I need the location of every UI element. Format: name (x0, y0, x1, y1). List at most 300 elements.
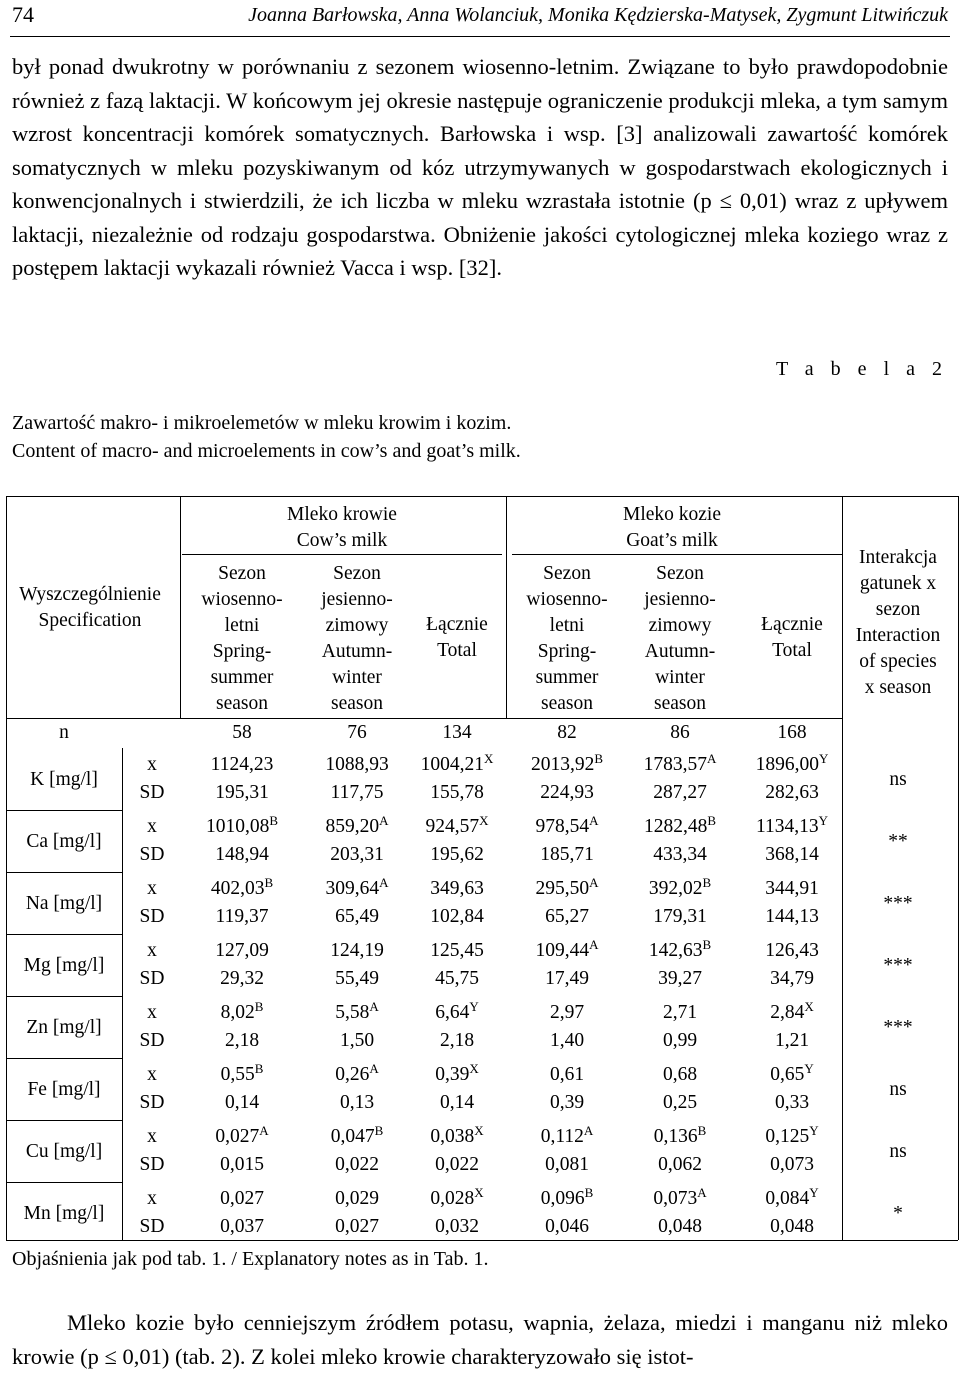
stat-label-x-value: x (147, 1188, 157, 1209)
significance-letter: A (589, 813, 599, 828)
mean-cell (737, 938, 847, 964)
sd-cell-value: 203,31 (330, 844, 384, 865)
mean-cell-value: 349,63 (430, 878, 484, 899)
sd-cell (302, 1028, 412, 1054)
col-total-goat-line: Total (772, 640, 812, 661)
spec-header-line: Wyszczególnienie (19, 584, 161, 605)
mean-cell (402, 876, 512, 902)
cow-group-header-line: Cow’s milk (296, 530, 388, 551)
sd-cell-value: 155,78 (430, 782, 484, 803)
table-caption-en: Content of macro- and microelements in cow’s and goat’s milk. (12, 440, 521, 462)
mean-cell (402, 1000, 512, 1026)
mean-cell-value: 295,50 (535, 878, 590, 899)
mean-cell (625, 1062, 735, 1088)
row-name (6, 1139, 122, 1165)
significance-letter: X (483, 751, 494, 766)
paragraph-bottom: Mleko kozie było cenniejszym źródłem potasu, wapnia, żelaza, miedzi i manganu niż mleko krowie (p ≤ 0,01) (tab. 2). Z kolei mleko krowie charakteryzowało się istot- (12, 1310, 948, 1369)
mean-cell (187, 876, 297, 902)
col-autumn-goat-line: jesienno- (644, 589, 716, 610)
row-rule (6, 810, 122, 811)
sd-cell (187, 1214, 297, 1240)
col-autumn-cow-line: winter (332, 667, 382, 688)
goat-group-header-line: Goat’s milk (626, 530, 718, 551)
stat-label-x (132, 1062, 172, 1088)
stat-label-sd-value: SD (139, 782, 165, 803)
mean-cell (625, 1186, 735, 1212)
mean-cell-value: 0,112 (540, 1126, 584, 1147)
sd-cell-value: 0,14 (224, 1092, 260, 1113)
mean-cell (737, 1186, 847, 1212)
spec-column-rule (180, 496, 181, 718)
sd-cell-value: 0,13 (339, 1092, 375, 1113)
sd-cell (512, 1214, 622, 1240)
mean-cell (187, 814, 297, 840)
mean-cell-value: 2,84 (770, 1002, 805, 1023)
n-value (512, 720, 622, 746)
stat-label-sd-value: SD (139, 1216, 165, 1237)
name-column-rule (122, 748, 123, 1240)
sd-cell (302, 842, 412, 868)
col-autumn-goat-line: winter (655, 667, 705, 688)
sd-cell (302, 780, 412, 806)
mean-cell (302, 1124, 412, 1150)
col-autumn-goat (625, 561, 735, 717)
sd-cell-value: 0,032 (435, 1216, 479, 1237)
mean-cell (512, 1000, 622, 1026)
mean-cell-value: 0,65 (770, 1064, 805, 1085)
sd-cell (512, 780, 622, 806)
mean-cell-value: 0,038 (430, 1126, 475, 1147)
mean-cell-value: 0,55 (220, 1064, 255, 1085)
significance-letter: B (264, 875, 274, 890)
n-value (402, 720, 512, 746)
significance-letter: Y (809, 1123, 819, 1138)
mean-cell (625, 1124, 735, 1150)
mean-cell-value: 0,027 (220, 1188, 264, 1209)
mean-cell-value: 0,096 (540, 1188, 585, 1209)
sd-cell-value: 0,33 (774, 1092, 810, 1113)
col-spring-cow-line: Spring- (212, 641, 272, 662)
row-name (6, 953, 122, 979)
col-autumn-cow-line: Autumn- (321, 641, 393, 662)
mean-cell (302, 938, 412, 964)
mean-cell (187, 938, 297, 964)
mean-cell (625, 938, 735, 964)
row-name-value: Fe [mg/l] (27, 1079, 101, 1100)
mean-cell-value: 1134,13 (755, 816, 819, 837)
sd-cell-value: 2,18 (439, 1030, 475, 1051)
significance-letter: B (702, 875, 712, 890)
sd-cell (402, 1028, 512, 1054)
col-spring-cow-line: letni (224, 615, 260, 636)
sd-cell (187, 1152, 297, 1178)
sd-cell-value: 0,39 (549, 1092, 585, 1113)
significance-letter: B (707, 813, 717, 828)
significance-letter: B (374, 1123, 384, 1138)
significance-letter: B (697, 1123, 707, 1138)
sd-cell-value: 144,13 (765, 906, 819, 927)
mean-cell (187, 1124, 297, 1150)
header-bottom-rule (6, 718, 842, 719)
mean-cell-value: 1282,48 (643, 816, 708, 837)
stat-label-sd (132, 1090, 172, 1116)
mean-cell (512, 876, 622, 902)
mean-cell-value: 859,20 (325, 816, 380, 837)
mean-cell (512, 752, 622, 778)
mean-cell-value: 0,68 (662, 1064, 698, 1085)
col-spring-goat-line: summer (535, 667, 599, 688)
stat-label-x-value: x (147, 816, 157, 837)
interaction-cell-value: * (893, 1203, 903, 1224)
n-value (737, 720, 847, 746)
mean-cell-value: 0,26 (335, 1064, 370, 1085)
mean-cell-value: 6,64 (435, 1002, 470, 1023)
row-name (6, 891, 122, 917)
interaction-header-line: Interaction (855, 625, 941, 646)
col-spring-cow-line: summer (210, 667, 274, 688)
sd-cell-value: 0,99 (662, 1030, 698, 1051)
sd-cell-value: 0,081 (545, 1154, 589, 1175)
mean-cell-value: 109,44 (535, 940, 590, 961)
mean-cell (737, 814, 847, 840)
col-spring-cow-line: wiosenno- (201, 589, 283, 610)
significance-letter: B (269, 813, 279, 828)
row-rule (6, 996, 122, 997)
mean-cell (402, 1062, 512, 1088)
col-total-goat (737, 612, 847, 664)
sd-cell (625, 1090, 735, 1116)
sd-cell (302, 1152, 412, 1178)
interaction-cell (848, 829, 948, 855)
sd-cell (402, 842, 512, 868)
mean-cell-value: 124,19 (330, 940, 384, 961)
sd-cell (187, 904, 297, 930)
col-spring-goat-line: season (541, 693, 593, 714)
significance-letter: Y (804, 1061, 814, 1076)
col-spring-goat-line: Spring- (537, 641, 597, 662)
sd-cell (737, 842, 847, 868)
mean-cell (512, 814, 622, 840)
mean-cell (302, 752, 412, 778)
mean-cell-value: 0,028 (430, 1188, 475, 1209)
significance-letter: A (259, 1123, 269, 1138)
col-spring-cow (187, 561, 297, 717)
significance-letter: X (804, 999, 814, 1014)
significance-letter: B (254, 1061, 264, 1076)
interaction-cell-value: ** (888, 831, 908, 852)
n-label-value: n (59, 722, 69, 743)
col-autumn-cow-line: zimowy (325, 615, 389, 636)
sd-cell-value: 117,75 (330, 782, 384, 803)
sd-cell-value: 148,94 (215, 844, 269, 865)
stat-label-x (132, 814, 172, 840)
sd-cell (512, 1090, 622, 1116)
stat-label-x-value: x (147, 1002, 157, 1023)
stat-label-x (132, 1000, 172, 1026)
n-value-value: 134 (442, 722, 472, 743)
significance-letter: A (369, 999, 379, 1014)
row-name-value: Mg [mg/l] (23, 955, 105, 976)
sd-cell-value: 0,046 (545, 1216, 589, 1237)
stat-label-sd (132, 780, 172, 806)
mean-cell (402, 814, 512, 840)
sd-cell-value: 0,14 (439, 1092, 475, 1113)
sd-cell-value: 34,79 (770, 968, 814, 989)
mean-cell-value: 0,084 (765, 1188, 810, 1209)
significance-letter: B (594, 751, 604, 766)
row-name (6, 767, 122, 793)
sd-cell (402, 1214, 512, 1240)
col-total-cow (402, 612, 512, 664)
stat-label-sd-value: SD (139, 1092, 165, 1113)
mean-cell (402, 752, 512, 778)
significance-letter: X (469, 1061, 479, 1076)
goat-group-header (522, 502, 822, 554)
col-spring-goat-line: letni (549, 615, 585, 636)
col-total-cow-line: Łącznie (426, 614, 488, 635)
stat-label-x-value: x (147, 754, 157, 775)
mean-cell-value: 0,027 (215, 1126, 260, 1147)
sd-cell-value: 0,015 (220, 1154, 264, 1175)
interaction-header-line: x season (864, 677, 932, 698)
col-total-goat-line: Łącznie (761, 614, 823, 635)
significance-letter: B (584, 1185, 594, 1200)
stat-label-x (132, 938, 172, 964)
significance-letter: B (254, 999, 264, 1014)
mean-cell-value: 344,91 (765, 878, 819, 899)
stat-label-x-value: x (147, 1064, 157, 1085)
row-name-value: Cu [mg/l] (25, 1141, 103, 1162)
stat-label-sd-value: SD (139, 906, 165, 927)
sd-cell (737, 966, 847, 992)
mean-cell (737, 876, 847, 902)
stat-label-x (132, 1186, 172, 1212)
interaction-header-line: Interakcja (859, 547, 937, 568)
mean-cell-value: 1088,93 (325, 754, 389, 775)
sd-cell (625, 966, 735, 992)
sd-cell-value: 0,073 (770, 1154, 814, 1175)
mean-cell (737, 752, 847, 778)
row-rule (6, 872, 122, 873)
mean-cell-value: 1783,57 (643, 754, 707, 775)
row-rule (6, 1120, 122, 1121)
sd-cell (187, 1090, 297, 1116)
sd-cell (402, 1152, 512, 1178)
interaction-cell (848, 1201, 948, 1227)
sd-cell-value: 2,18 (224, 1030, 260, 1051)
significance-letter: Y (469, 999, 479, 1014)
sd-cell-value: 1,50 (339, 1030, 375, 1051)
mean-cell (302, 1000, 412, 1026)
sd-cell (302, 966, 412, 992)
sd-cell-value: 17,49 (545, 968, 589, 989)
sd-cell (737, 1152, 847, 1178)
mean-cell-value: 2013,92 (530, 754, 595, 775)
mean-cell-value: 1010,08 (205, 816, 270, 837)
table-bottom-rule (6, 1240, 958, 1241)
significance-letter: A (706, 751, 717, 766)
sd-cell (302, 904, 412, 930)
stat-label-x (132, 876, 172, 902)
sd-cell (302, 1090, 412, 1116)
mean-cell-value: 0,073 (653, 1188, 698, 1209)
significance-letter: X (474, 1185, 484, 1200)
mean-cell-value: 142,63 (648, 940, 703, 961)
mean-cell-value: 0,39 (435, 1064, 470, 1085)
n-value-value: 58 (232, 722, 252, 743)
stat-label-sd (132, 1028, 172, 1054)
sd-cell (737, 1028, 847, 1054)
stat-label-x-value: x (147, 878, 157, 899)
mean-cell (737, 1124, 847, 1150)
sd-cell (512, 1028, 622, 1054)
interaction-cell-value: ns (889, 1079, 907, 1100)
sd-cell-value: 195,62 (430, 844, 484, 865)
interaction-cell (848, 1139, 948, 1165)
sd-cell-value: 65,49 (335, 906, 379, 927)
mean-cell (302, 1186, 412, 1212)
table-caption-pl: Zawartość makro- i mikroelemetów w mleku krowim i kozim. (12, 412, 512, 434)
sd-cell-value: 0,037 (220, 1216, 264, 1237)
mean-cell (625, 752, 735, 778)
stat-label-x-value: x (147, 940, 157, 961)
page-number: 74 (12, 2, 34, 27)
sd-cell-value: 45,75 (435, 968, 479, 989)
interaction-cell-value: *** (883, 955, 913, 976)
mean-cell-value: 125,45 (430, 940, 484, 961)
mean-cell (302, 1062, 412, 1088)
significance-letter: A (697, 1185, 707, 1200)
sd-cell (402, 966, 512, 992)
mean-cell-value: 392,02 (648, 878, 703, 899)
col-autumn-cow (302, 561, 412, 717)
significance-letter: Y (818, 813, 829, 828)
significance-letter: B (702, 937, 712, 952)
interaction-header-line: sezon (875, 599, 921, 620)
col-spring-cow-line: season (216, 693, 268, 714)
sd-cell-value: 179,31 (653, 906, 707, 927)
sd-cell (187, 780, 297, 806)
mean-cell (625, 814, 735, 840)
sd-cell-value: 433,34 (653, 844, 707, 865)
sd-cell-value: 29,32 (220, 968, 264, 989)
sd-cell (625, 842, 735, 868)
sd-cell-value: 1,40 (549, 1030, 585, 1051)
goat-group-rule (512, 554, 842, 555)
stat-label-x (132, 752, 172, 778)
significance-letter: A (379, 813, 389, 828)
mean-cell (512, 1124, 622, 1150)
sd-cell (625, 780, 735, 806)
mean-cell-value: 0,125 (765, 1126, 810, 1147)
mean-cell-value: 309,64 (325, 878, 380, 899)
mean-cell-value: 978,54 (535, 816, 590, 837)
sd-cell-value: 0,062 (658, 1154, 702, 1175)
n-value (302, 720, 412, 746)
interaction-header-line: of species (859, 651, 937, 672)
sd-cell (737, 904, 847, 930)
interaction-cell (848, 891, 948, 917)
n-value (625, 720, 735, 746)
sd-cell-value: 0,048 (658, 1216, 702, 1237)
row-name-value: Na [mg/l] (25, 893, 103, 914)
sd-cell-value: 0,027 (335, 1216, 379, 1237)
n-value (187, 720, 297, 746)
significance-letter: A (379, 875, 389, 890)
mean-cell-value: 0,029 (335, 1188, 379, 1209)
mean-cell-value: 0,136 (653, 1126, 698, 1147)
paragraph-top: był ponad dwukrotny w porównaniu z sezonem wiosenno-letnim. Związane to było prawdopodobnie również z fazą laktacji. W końcowym jej okresie następuje ograniczenie produkcji mleka, a tym samym wzrost koncentracji komórek somatycznych. Barłowska i wsp. [3] analizowali zawartość komórek somatycznych w mleku pozyskiwanym od kóz utrzymywanych w gospodarstwach ekologicznych i konwencjonalnych i stwierdzili, że ich liczba w mleku wzrastała istotnie (p ≤ 0,01) wraz z upływem laktacji, niezależnie od rodzaju gospodarstwa. Obniżenie jakości cytologicznej mleka koziego wraz z postępem laktacji wykazali również Vacca i wsp. [32]. (12, 54, 948, 280)
mean-cell (402, 1186, 512, 1212)
interaction-cell (848, 1015, 948, 1041)
sd-cell (625, 1152, 735, 1178)
mean-cell-value: 402,03 (210, 878, 265, 899)
stat-label-sd-value: SD (139, 844, 165, 865)
stat-label-sd (132, 842, 172, 868)
row-name (6, 1015, 122, 1041)
running-authors: Joanna Barłowska, Anna Wolanciuk, Monika Kędzierska-Matysek, Zygmunt Litwińczuk (248, 4, 948, 26)
significance-letter: A (583, 1123, 594, 1138)
mean-cell (625, 876, 735, 902)
interaction-cell (848, 767, 948, 793)
n-value-value: 76 (347, 722, 367, 743)
sd-cell (187, 966, 297, 992)
n-value-value: 82 (557, 722, 577, 743)
goat-group-header-line: Mleko kozie (622, 504, 721, 525)
sd-cell-value: 287,27 (653, 782, 707, 803)
row-name-value: Mn [mg/l] (23, 1203, 105, 1224)
mean-cell-value: 1124,23 (210, 754, 274, 775)
row-name (6, 1201, 122, 1227)
table-number: T a b e l a 2 (775, 358, 948, 380)
significance-letter: A (369, 1061, 379, 1076)
mean-cell-value: 8,02 (220, 1002, 255, 1023)
table-top-rule (6, 496, 958, 497)
spec-header (5, 582, 175, 634)
mean-cell (402, 938, 512, 964)
stat-label-sd (132, 904, 172, 930)
col-total-cow-line: Total (437, 640, 477, 661)
mean-cell-value: 127,09 (215, 940, 269, 961)
sd-cell-value: 119,37 (215, 906, 269, 927)
row-name-value: K [mg/l] (30, 769, 98, 790)
mean-cell-value: 1896,00 (755, 754, 819, 775)
mean-cell (302, 814, 412, 840)
sd-cell-value: 282,63 (765, 782, 819, 803)
sd-cell-value: 102,84 (430, 906, 484, 927)
sd-cell (625, 1214, 735, 1240)
row-rule (6, 1182, 122, 1183)
header-rule (10, 36, 950, 37)
interaction-cell (848, 1077, 948, 1103)
stat-label-sd-value: SD (139, 968, 165, 989)
mean-cell (512, 1186, 622, 1212)
row-name-value: Zn [mg/l] (26, 1017, 102, 1038)
row-rule (6, 934, 122, 935)
table-right-rule (958, 496, 959, 1240)
sd-cell-value: 0,25 (662, 1092, 698, 1113)
mean-cell (187, 752, 297, 778)
interaction-cell-value: ns (889, 1141, 907, 1162)
significance-letter: A (589, 937, 599, 952)
mean-cell (402, 1124, 512, 1150)
mean-cell-value: 2,71 (662, 1002, 698, 1023)
sd-cell (625, 1028, 735, 1054)
sd-cell-value: 0,022 (335, 1154, 379, 1175)
significance-letter: Y (809, 1185, 819, 1200)
mean-cell (512, 938, 622, 964)
cow-group-header (192, 502, 492, 554)
